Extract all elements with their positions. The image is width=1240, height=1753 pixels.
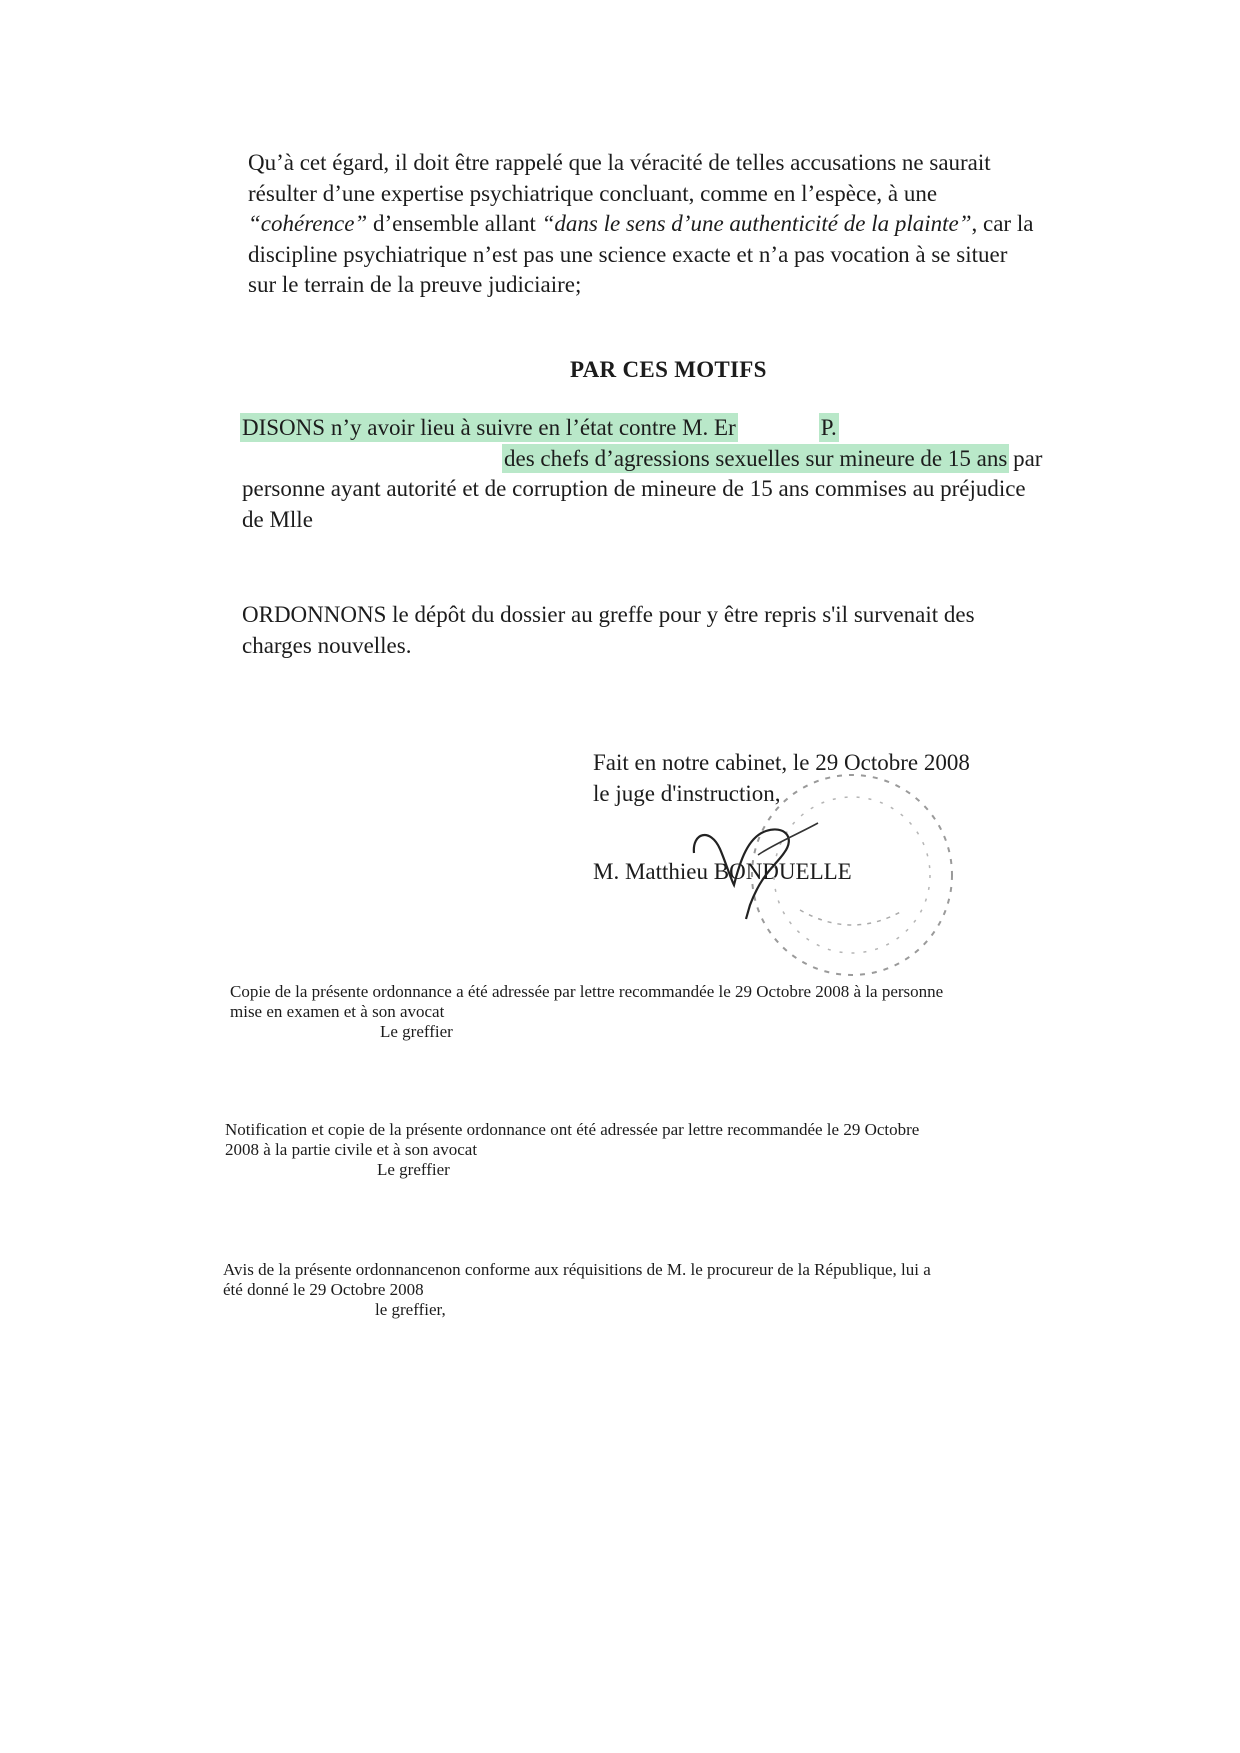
greffier-label: Le greffier: [377, 1160, 450, 1179]
section-heading: PAR CES MOTIFS: [570, 357, 767, 382]
highlighted-text: des chefs d’agressions sexuelles sur mineure de 15 ans: [504, 445, 1008, 471]
quoted-term: “cohérence”: [248, 211, 368, 236]
text-line: résulter d’une expertise psychiatrique concluant, comme en l’espèce, à une: [248, 180, 938, 206]
notice-line: Avis de la présente ordonnancenon conforme aux réquisitions de M. le procureur de la République, lui a: [223, 1260, 931, 1279]
text-fragment: d’ensemble allant: [367, 211, 542, 236]
text-line: [242, 444, 1042, 475]
text-line: personne ayant autorité et de corruption de mineure de 15 ans commises au préjudice: [242, 476, 1026, 501]
text-fragment: , car la: [971, 211, 1034, 236]
text-line: sur le terrain de la preuve judiciaire;: [248, 272, 582, 297]
text-line: [248, 209, 1033, 240]
text-line: Qu’à cet égard, il doit être rappelé que la véracité de telles accusations ne saurait: [248, 150, 991, 175]
judge-role-line: le juge d'instruction,: [593, 780, 781, 806]
text-line: discipline psychiatrique n’est pas une science exacte et n’a pas vocation à se situer: [248, 241, 1008, 267]
notice-partie-civile: [225, 1120, 919, 1180]
notice-line: 2008 à la partie civile et à son avocat: [225, 1140, 478, 1159]
text-line: ORDONNONS le dépôt du dossier au greffe pour y être repris s'il survenait des: [242, 602, 975, 627]
notice-line: été donné le 29 Octobre 2008: [223, 1280, 424, 1299]
judge-name-line: M. Matthieu BONDUELLE: [593, 859, 852, 884]
text-line: charges nouvelles.: [242, 632, 412, 658]
paragraph-ordonnons: [242, 600, 975, 661]
greffier-label: Le greffier: [380, 1022, 453, 1041]
notice-copy-mis-en-examen: [230, 982, 943, 1042]
notice-line: Notification et copie de la présente ordonnance ont été adressée par lettre recommandée le 29 Octobre: [225, 1120, 920, 1139]
notice-avis-procureur: [223, 1260, 931, 1320]
paragraph-disons: [242, 413, 1042, 535]
highlighted-text: DISONS n’y avoir lieu à suivre en l’état contre M. Er: [242, 415, 736, 440]
place-date-line: Fait en notre cabinet, le 29 Octobre 2008: [593, 750, 970, 775]
judge-signature-icon: [688, 815, 828, 925]
paragraph-considerant: [248, 148, 1033, 301]
highlighted-initial: P.: [820, 415, 837, 440]
text-line: [242, 413, 1042, 444]
text-line: de Mlle: [242, 506, 313, 532]
quoted-phrase: “dans le sens d’une authenticité de la plainte”: [541, 211, 972, 236]
text-fragment: par: [1007, 445, 1043, 471]
notice-line: mise en examen et à son avocat: [230, 1002, 445, 1021]
greffier-label: le greffier,: [375, 1300, 446, 1319]
notice-line: Copie de la présente ordonnance a été adressée par lettre recommandée le 29 Octobre 2008 à la personne: [230, 982, 944, 1001]
